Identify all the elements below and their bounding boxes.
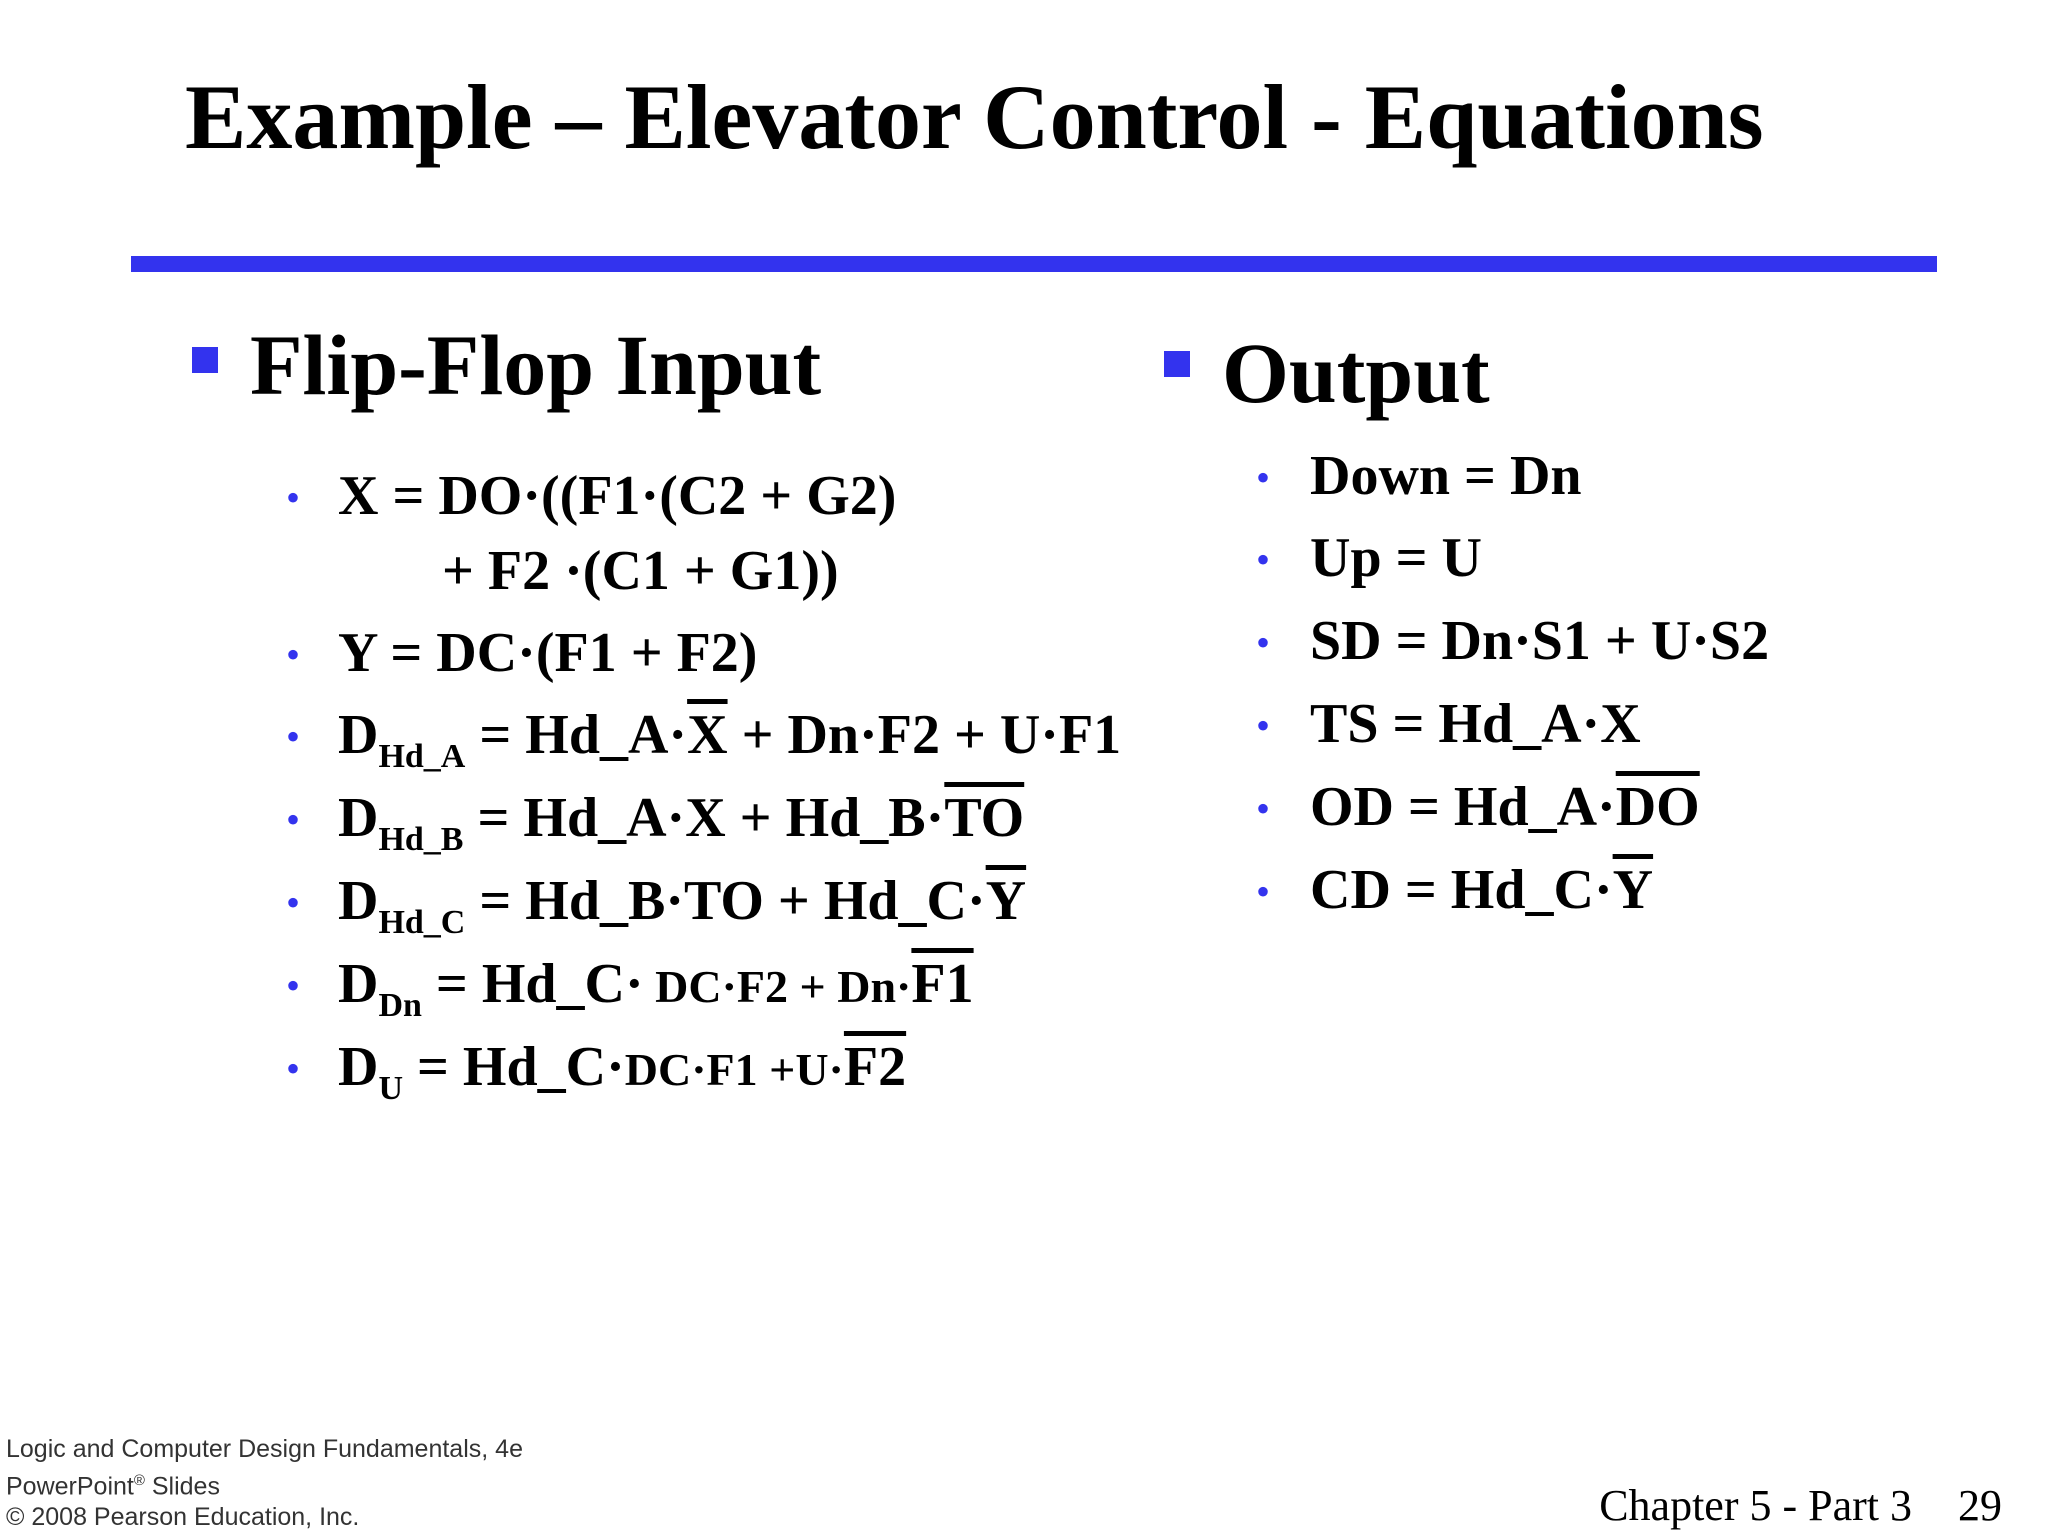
overlined-term: $\overline{DO}$	[1615, 776, 1700, 838]
equation-text: = Hd_C·	[421, 953, 644, 1015]
equation-subscript: Hd_A	[378, 738, 466, 775]
equation-x-lhs: X =	[338, 465, 439, 527]
output-down: Down = Dn	[1310, 445, 1582, 507]
equation-subscript: Hd_B	[378, 821, 464, 858]
bullet-dot-icon: •	[1256, 703, 1271, 748]
equation-d-hd-b	[338, 787, 1025, 858]
slide-title: Example – Elevator Control - Equations	[185, 66, 1764, 168]
output-cd	[1310, 859, 1654, 921]
equation-d-hd-c	[338, 870, 1027, 941]
equation-text: = Hd_C·	[403, 1036, 625, 1098]
bullet-dot-icon: •	[1256, 869, 1271, 914]
equation-d-dn	[338, 953, 974, 1024]
footer-slides-text: PowerPoint	[6, 1472, 134, 1501]
registered-mark: ®	[133, 1472, 145, 1489]
equation-text: CD = Hd_C·	[1310, 859, 1613, 921]
equation-x	[338, 465, 897, 527]
equation-d: D	[338, 953, 379, 1015]
equation-text: + Dn·F2 + U·F1	[727, 704, 1122, 766]
bullet-dot-icon: •	[286, 1046, 301, 1091]
footer-copyright: © 2008 Pearson Education, Inc.	[6, 1503, 360, 1532]
equation-d-hd-a	[338, 704, 1122, 775]
page-number: 29	[1958, 1481, 2002, 1530]
bullet-dot-icon: •	[286, 880, 301, 925]
bullet-dot-icon: •	[1256, 455, 1271, 500]
overlined-term: F2	[843, 1036, 907, 1098]
footer-slides-line	[6, 1465, 523, 1502]
equation-d: D	[338, 1036, 379, 1098]
square-bullet-icon	[1164, 351, 1190, 377]
equation-subscript: U	[378, 1070, 404, 1107]
title-divider	[131, 256, 1937, 272]
output-up: Up = U	[1310, 527, 1482, 589]
bullet-dot-icon: •	[286, 714, 301, 759]
equation-text: = Hd_A·	[465, 704, 688, 766]
output-sd: SD = Dn·S1 + U·S2	[1310, 610, 1770, 672]
flip-flop-input-heading: Flip-Flop Input	[250, 317, 822, 413]
footer-credits	[6, 1434, 523, 1533]
equation-d: D	[338, 787, 379, 849]
output-heading: Output	[1222, 325, 1490, 421]
equation-d-u	[338, 1036, 907, 1107]
equation-text-small: DC·F1 +U·	[624, 1044, 844, 1095]
overlined-term: $\overline{Y}$	[1612, 859, 1654, 921]
bullet-dot-icon: •	[286, 475, 301, 520]
footer-slides-suffix: Slides	[144, 1472, 220, 1501]
overlined-term: $\overline{Y}$	[985, 870, 1027, 932]
equation-text: = Hd_B·TO + Hd_C·	[465, 870, 986, 932]
bullet-dot-icon: •	[1256, 620, 1271, 665]
equation-subscript: Hd_C	[378, 904, 466, 941]
equation-text: OD = Hd_A·	[1310, 776, 1616, 838]
output-ts: TS = Hd_A·X	[1310, 693, 1641, 755]
footer-chapter: Chapter 5 - Part 3	[1599, 1481, 1912, 1530]
equation-d: D	[338, 870, 379, 932]
equation-d: D	[338, 704, 379, 766]
bullet-dot-icon: •	[286, 797, 301, 842]
bullet-dot-icon: •	[286, 963, 301, 1008]
bullet-dot-icon: •	[286, 632, 301, 677]
equation-x-line1: DO·((F1·(C2 + G2)	[438, 465, 897, 527]
equation-text-small: DC·F2 + Dn·	[643, 961, 912, 1012]
equation-x-continuation: + F2 ·(C1 + G1))	[442, 540, 839, 602]
bullet-dot-icon: •	[1256, 786, 1271, 831]
square-bullet-icon	[192, 347, 218, 373]
overlined-term: F1	[911, 953, 974, 1015]
output-od	[1310, 776, 1700, 838]
equation-y: Y = DC·(F1 + F2)	[338, 622, 758, 684]
overlined-term: $\overline{TO}$	[944, 787, 1025, 849]
bullet-dot-icon: •	[1256, 537, 1271, 582]
footer-chapter-page	[1599, 1480, 2002, 1531]
overlined-term: $\overline{X}$	[687, 704, 728, 766]
footer-book-title: Logic and Computer Design Fundamentals, 4e	[6, 1435, 523, 1463]
equation-subscript: Dn	[378, 987, 422, 1024]
equation-text: = Hd_A·X + Hd_B·	[463, 787, 945, 849]
